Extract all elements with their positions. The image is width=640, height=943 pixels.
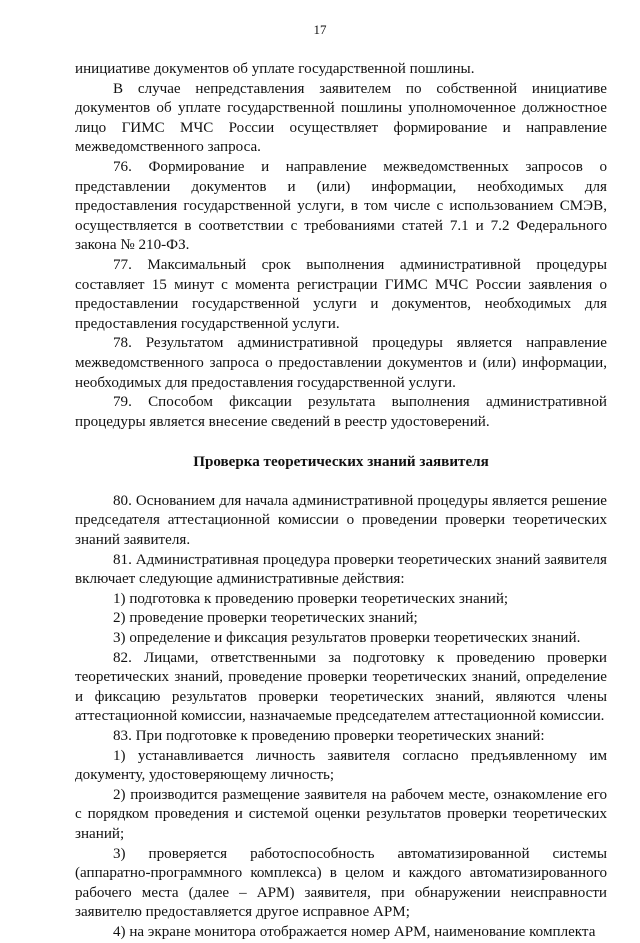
list-item: 2) производится размещение заявителя на рабочем месте, ознакомление его с порядком проведения и системой оценки результатов проверки теоретических знаний;	[75, 786, 607, 842]
paragraph-78: 78. Результатом административной процедуры является направление межведомственного запроса о предоставлении документов и (или) информации, необходимых для предоставления государственной услуги.	[75, 335, 607, 391]
paragraph-continuation: инициативе документов об уплате государственной пошлины.	[75, 61, 475, 77]
section-heading: Проверка теоретических знаний заявителя	[193, 454, 489, 471]
paragraph: В случае непредставления заявителем по собственной инициативе документов об уплате государственной пошлины уполномоченное должностное лицо ГИМС МЧС России осуществляет формирование и направление межведомственного запроса.	[75, 80, 607, 156]
paragraph-76: 76. Формирование и направление межведомственных запросов о представлении документов и (или) информации, необходимых для предоставления государственной услуги, в том числе с использованием СМЭВ, осуществляется в соответствии с требованиями статей 7.1 и 7.2 Федерального закона № 210-ФЗ.	[75, 158, 607, 254]
list-item: 3) проверяется работоспособность автоматизированной системы (аппаратно-программного комплекса) в целом и каждого автоматизированного рабочего места (далее – АРМ) заявителя, при обнаружении неисправности заявителю предоставляется другое исправное АРМ;	[75, 845, 607, 921]
page-number: 17	[313, 22, 327, 37]
list-item: 4) на экране монитора отображается номер АРМ, наименование комплекта	[113, 923, 596, 940]
list-item: 2) проведение проверки теоретических знаний;	[113, 610, 418, 627]
list-item: 1) подготовка к проведению проверки теоретических знаний;	[113, 590, 509, 607]
paragraph-79: 79. Способом фиксации результата выполнения административной процедуры является внесение сведений в реестр удостоверений.	[75, 394, 607, 430]
paragraph-77: 77. Максимальный срок выполнения административной процедуры составляет 15 минут с момента регистрации ГИМС МЧС России заявления о предоставлении государственной услуги и документов, необходимых для предоставления государственной услуги.	[75, 256, 607, 332]
paragraph-81: 81. Административная процедура проверки теоретических знаний заявителя включает следующие административные действия:	[75, 551, 607, 588]
paragraph-82: 82. Лицами, ответственными за подготовку к проведению проверки теоретических знаний, проведение проверки теоретических знаний, определение и фиксацию результатов проверки теоретических знаний, являются члены аттестационной комиссии, назначаемые председателем аттестационной комиссии.	[75, 649, 607, 725]
list-item: 1) устанавливается личность заявителя согласно предъявленному им документу, удостоверяющему личность;	[75, 747, 607, 784]
paragraph-83: 83. При подготовке к проведению проверки теоретических знаний:	[113, 728, 545, 744]
list-item: 3) определение и фиксация результатов проверки теоретических знаний.	[113, 630, 581, 647]
paragraph-80: 80. Основанием для начала административной процедуры является решение председателя аттестационной комиссии о проведении проверки теоретических знаний заявителя.	[75, 492, 607, 549]
document-body	[75, 60, 607, 943]
